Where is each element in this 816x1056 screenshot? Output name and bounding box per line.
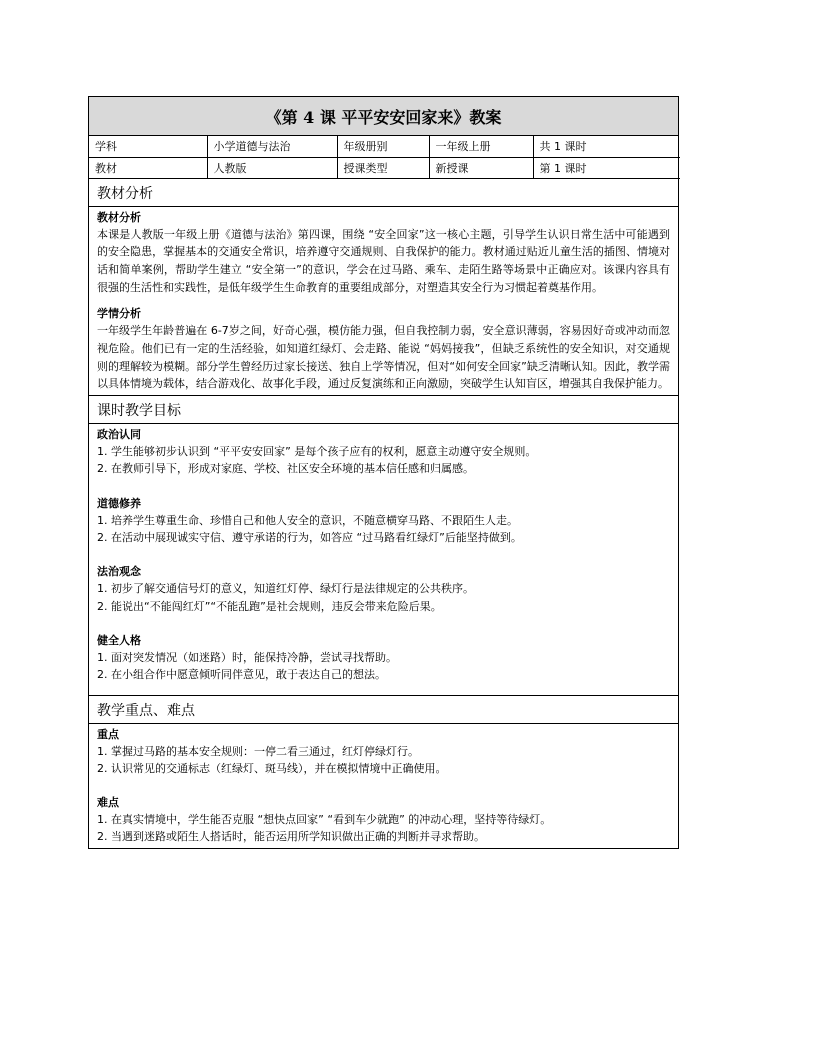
goal-group-title: 政治认同 bbox=[97, 428, 141, 442]
goals-heading: 课时教学目标 bbox=[89, 396, 678, 424]
info-value-period: 第 1 课时 bbox=[533, 157, 680, 178]
goal-item: 1. 培养学生尊重生命、珍惜自己和他人安全的意识，不随意横穿马路、不跟陌生人走。 bbox=[97, 513, 518, 527]
goal-group-title: 健全人格 bbox=[97, 633, 141, 647]
goal-item: 1. 学生能够初步认识到 “平平安安回家” 是每个孩子应有的权利，愿意主动遵守安全规则。 bbox=[97, 445, 537, 459]
lesson-plan-document bbox=[88, 96, 679, 849]
analysis-heading: 教材分析 bbox=[89, 179, 678, 207]
keypoints-heading: 教学重点、难点 bbox=[89, 696, 678, 724]
goal-group-title: 道德修养 bbox=[97, 496, 141, 510]
info-label-subject: 学科 bbox=[89, 136, 207, 157]
keypoints-section bbox=[89, 696, 678, 848]
keypoint-item: 2. 认识常见的交通标志（红绿灯、斑马线），并在模拟情境中正确使用。 bbox=[97, 761, 447, 775]
keypoint-group-title: 重点 bbox=[97, 727, 119, 741]
info-value-textbook: 人教版 bbox=[207, 157, 337, 178]
goal-item: 2. 在活动中展现诚实守信、遵守承诺的行为，如答应 “过马路看红绿灯”后能坚持做到。 bbox=[97, 531, 522, 545]
keypoint-item: 1. 掌握过马路的基本安全规则：一停二看三通过，红灯停绿灯行。 bbox=[97, 744, 419, 758]
info-value-total-periods: 共 1 课时 bbox=[533, 136, 680, 157]
difficulty-item: 1. 在真实情境中，学生能否克服 “想快点回家” “看到车少就跑” 的冲动心理，坚持等待绿灯。 bbox=[97, 813, 552, 827]
info-value-lesson-type: 新授课 bbox=[429, 157, 533, 178]
goals-section bbox=[89, 396, 678, 695]
difficulty-item: 2. 当遇到迷路或陌生人搭话时，能否运用所学知识做出正确的判断并寻求帮助。 bbox=[97, 830, 485, 844]
textbook-analysis-text: 本课是人教版一年级上册《道德与法治》第四课，围绕 “安全回家”这一核心主题，引导学生认识日常生活中可能遇到的安全隐患，掌握基本的交通安全常识，培养遵守交通规则、自我保护的能力。教材通过贴近儿童生活的插图、情境对话和简单案例，帮助学生建立 “安全第一”的意识，学会在过马路、乘车、走陌生路等场景中正确应对。该课内容具有很强的生活性和实践性，是低年级学生生命教育的重要组成部分，对塑造其安全行为习惯起着奠基作用。 bbox=[97, 227, 670, 294]
info-table bbox=[89, 136, 680, 179]
goal-group-title: 法治观念 bbox=[97, 565, 141, 579]
info-value-grade: 一年级上册 bbox=[429, 136, 533, 157]
info-label-textbook: 教材 bbox=[89, 157, 207, 178]
document-title: 《第 4 课 平平安安回家来》教案 bbox=[89, 97, 678, 136]
goal-item: 2. 在教师引导下，形成对家庭、学校、社区安全环境的基本信任感和归属感。 bbox=[97, 462, 474, 476]
textbook-analysis-title: 教材分析 bbox=[97, 210, 141, 224]
goal-item: 1. 面对突发情况（如迷路）时，能保持冷静，尝试寻找帮助。 bbox=[97, 650, 397, 664]
goal-item: 2. 能说出“不能闯红灯”“不能乱跑”是社会规则，违反会带来危险后果。 bbox=[97, 599, 442, 613]
info-row-subject bbox=[89, 136, 680, 157]
difficulty-group-title: 难点 bbox=[97, 796, 119, 810]
goal-item: 2. 在小组合作中愿意倾听同伴意见，敢于表达自己的想法。 bbox=[97, 668, 386, 682]
info-value-subject: 小学道德与法治 bbox=[207, 136, 337, 157]
info-label-lesson-type: 授课类型 bbox=[337, 157, 429, 178]
goal-item: 1. 初步了解交通信号灯的意义，知道红灯停、绿灯行是法律规定的公共秩序。 bbox=[97, 582, 474, 596]
student-analysis-text: 一年级学生年龄普遍在 6-7岁之间，好奇心强，模仿能力强，但自我控制力弱，安全意识薄弱，容易因好奇或冲动而忽视危险。他们已有一定的生活经验，如知道红绿灯、会走路、能说 “妈妈接我”，但缺乏系统性的安全知识，对交通规则的理解较为模糊。部分学生曾经历过家长接送、独自上学等情况，但对“如何安全回家”缺乏清晰认知。因此，教学需以具体情境为载体，结合游戏化、故事化手段，通过反复演练和正向激励，突破学生认知盲区，增强其自我保护能力。 bbox=[97, 324, 670, 391]
analysis-section bbox=[89, 179, 678, 397]
student-analysis-title: 学情分析 bbox=[97, 307, 141, 321]
info-label-grade: 年级册别 bbox=[337, 136, 429, 157]
info-row-textbook bbox=[89, 157, 680, 178]
